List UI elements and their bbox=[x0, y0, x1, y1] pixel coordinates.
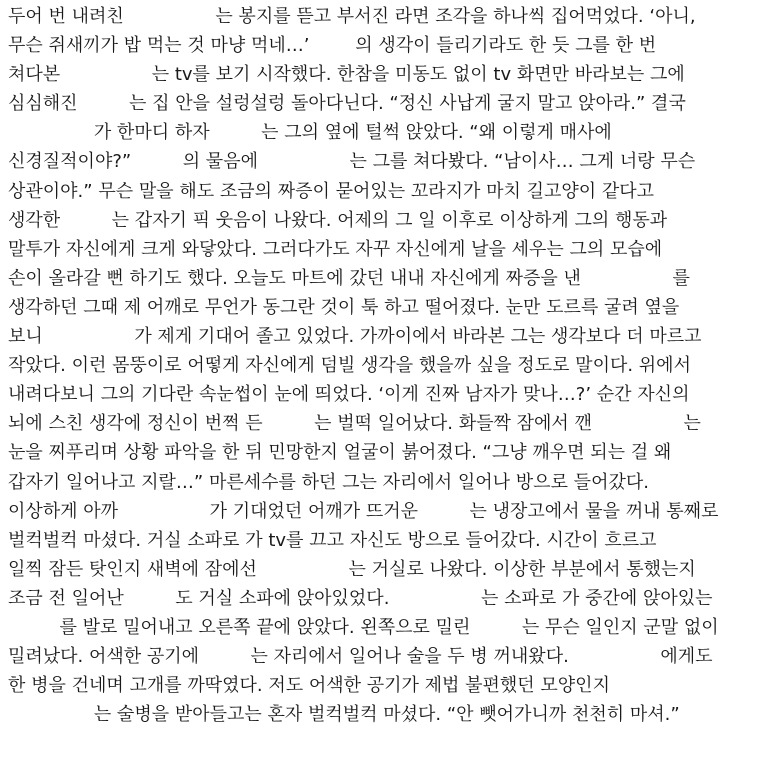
text-line: 이상하게 아까 가 기대었던 어깨가 뜨거운 는 냉장고에서 물을 꺼내 통째로 bbox=[8, 500, 719, 522]
text-line: 쳐다본 는 tv를 보기 시작했다. 한참을 미동도 없이 tv 화면만 바라보는 그에 bbox=[8, 64, 685, 86]
text-line: 밀려났다. 어색한 공기에 는 자리에서 일어나 술을 두 병 꺼내왔다. 에게도 bbox=[8, 646, 713, 668]
text-line: 가 한마디 하자 는 그의 옆에 털썩 앉았다. “왜 이렇게 매사에 bbox=[8, 122, 612, 144]
text-line: 를 발로 밀어내고 오른쪽 끝에 앉았다. 왼쪽으로 밀린 는 무슨 일인지 군말 없이 bbox=[8, 616, 719, 638]
text-line: 심심해진 는 집 안을 설렁설렁 돌아다닌다. “정신 사납게 굴지 말고 앉아라.” 결국 bbox=[8, 93, 686, 115]
text-line: 는 술병을 받아들고는 혼자 벌컥벌컥 마셨다. “안 뺏어가니까 천천히 마셔.” bbox=[8, 704, 680, 726]
text-line: 신경질적이야?” 의 물음에 는 그를 쳐다봤다. “남이사… 그게 너랑 무슨 bbox=[8, 151, 696, 173]
text-line: 갑자기 일어나고 지랄…” 마른세수를 하던 그는 자리에서 일어나 방으로 들어갔다. bbox=[8, 471, 649, 493]
text-line: 눈을 찌푸리며 상황 파악을 한 뒤 민망한지 얼굴이 붉어졌다. “그냥 깨우면 되는 걸 왜 bbox=[8, 442, 672, 464]
text-line: 벌컥벌컥 마셨다. 거실 소파로 가 tv를 끄고 자신도 방으로 들어갔다. 시간이 흐르고 bbox=[8, 529, 657, 551]
text-line: 상관이야.” 무슨 말을 해도 조금의 짜증이 묻어있는 꼬라지가 마치 길고양이 같다고 bbox=[8, 180, 655, 202]
text-line: 조금 전 일어난 도 거실 소파에 앉아있었다. 는 소파로 가 중간에 앉아있는 bbox=[8, 587, 713, 609]
text-line: 무슨 쥐새끼가 밥 먹는 것 마냥 먹네…’ 의 생각이 들리기라도 한 듯 그를 한 번 bbox=[8, 35, 657, 57]
text-line: 뇌에 스친 생각에 정신이 번쩍 든 는 벌떡 일어났다. 화들짝 잠에서 깬 는 bbox=[8, 413, 701, 435]
text-line: 일찍 잠든 탓인지 새벽에 잠에선 는 거실로 나왔다. 이상한 부분에서 통했는지 bbox=[8, 558, 696, 580]
text-line: 보니 가 제게 기대어 졸고 있었다. 가까이에서 바라본 그는 생각보다 더 마르고 bbox=[8, 326, 702, 348]
text-line: 두어 번 내려친 는 봉지를 뜯고 부서진 라면 조각을 하나씩 집어먹었다. ‘아니, bbox=[8, 6, 696, 27]
text-line: 작았다. 이런 몸뚱이로 어떻게 자신에게 덤빌 생각을 했을까 싶을 정도로 말이다. 위에서 bbox=[8, 355, 691, 377]
text-line: 한 병을 건네며 고개를 까딱였다. 저도 어색한 공기가 제법 불편했던 모양인지 bbox=[8, 675, 610, 697]
text-line: 말투가 자신에게 크게 와닿았다. 그러다가도 자꾸 자신에게 날을 세우는 그의 모습에 bbox=[8, 238, 663, 260]
text-line: 생각하던 그때 제 어깨로 무언가 동그란 것이 툭 하고 떨어졌다. 눈만 도르륵 굴려 옆을 bbox=[8, 296, 680, 318]
text-line: 내려다보니 그의 기다란 속눈썹이 눈에 띄었다. ‘이게 진짜 남자가 맞나…?’ 순간 자신의 bbox=[8, 384, 690, 406]
text-line: 손이 올라갈 뻔 하기도 했다. 오늘도 마트에 갔던 내내 자신에게 짜증을 낸 를 bbox=[8, 267, 690, 289]
text-line: 생각한 는 갑자기 픽 웃음이 나왔다. 어제의 그 일 이후로 이상하게 그의 행동과 bbox=[8, 209, 668, 231]
